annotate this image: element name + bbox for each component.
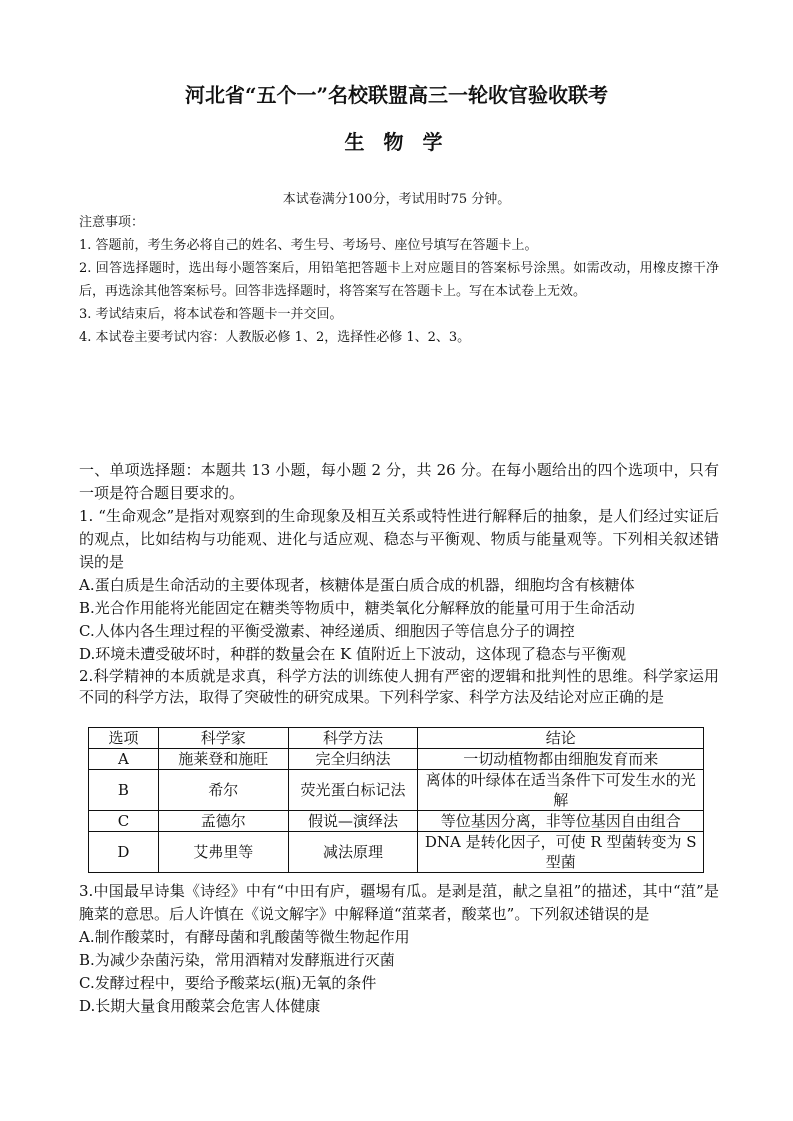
subject-title: 生 物 学 bbox=[344, 130, 449, 154]
question-1-stem: 1. “生命观念”是指对观察到的生命现象及相互关系或特性进行解释后的抽象，是人们经过实证后的观点，比如结构与功能观、进化与适应观、稳态与平衡观、物质与能量观等。下列相关叙述错误的是 bbox=[79, 507, 719, 571]
table-cell: 孟德尔 bbox=[158, 811, 288, 832]
table-header-cell: 结论 bbox=[418, 728, 704, 749]
section-single-choice bbox=[79, 459, 719, 708]
table-header-cell: 科学家 bbox=[158, 728, 288, 749]
note-item: 3. 考试结束后，将本试卷和答题卡一并交回。 bbox=[79, 307, 343, 322]
question-1-option-a: A.蛋白质是生命活动的主要体现者，核糖体是蛋白质合成的机器，细胞均含有核糖体 bbox=[79, 576, 635, 594]
exam-info: 本试卷满分100分，考试用时75 分钟。 bbox=[282, 192, 511, 207]
note-item: 2. 回答选择题时，选出每小题答案后，用铅笔把答题卡上对应题目的答案标号涂黑。如需改动，用橡皮擦干净后，再选涂其他答案标号。回答非选择题时，将答案写在答题卡上。写在本试卷上无效。 bbox=[79, 261, 719, 299]
section-heading: 一、单项选择题：本题共 13 小题，每小题 2 分，共 26 分。在每小题给出的四个选项中，只有一项是符合题目要求的。 bbox=[79, 461, 719, 502]
table-row bbox=[89, 811, 704, 832]
table-cell: 假说—演绎法 bbox=[288, 811, 418, 832]
table-cell: 艾弗里等 bbox=[158, 832, 288, 873]
table-cell: 荧光蛋白标记法 bbox=[288, 770, 418, 811]
table-row bbox=[89, 770, 704, 811]
table-cell: 等位基因分离，非等位基因自由组合 bbox=[418, 811, 704, 832]
table-cell: C bbox=[89, 811, 159, 832]
exam-title: 河北省“五个一”名校联盟高三一轮收官验收联考 bbox=[184, 83, 608, 107]
question-3-option-a: A.制作酸菜时，有酵母菌和乳酸菌等微生物起作用 bbox=[79, 928, 410, 946]
table-row bbox=[89, 749, 704, 770]
question-3-option-b: B.为减少杂菌污染，常用酒精对发酵瓶进行灭菌 bbox=[79, 951, 395, 969]
notes-heading: 注意事项： bbox=[79, 215, 145, 230]
question-1-option-c: C.人体内各生理过程的平衡受激素、神经递质、细胞因子等信息分子的调控 bbox=[79, 622, 575, 640]
question-3-stem: 3.中国最早诗集《诗经》中有“中田有庐，疆埸有瓜。是剥是菹，献之皇祖”的描述，其中“菹”是腌菜的意思。后人许慎在《说文解字》中解释道“菹菜者，酸菜也”。下列叙述错误的是 bbox=[79, 882, 719, 923]
table-cell: DNA 是转化因子，可使 R 型菌转变为 S 型菌 bbox=[418, 832, 704, 873]
note-item: 1. 答题前，考生务必将自己的姓名、考生号、考场号、座位号填写在答题卡上。 bbox=[79, 238, 538, 253]
table-header-cell: 选项 bbox=[89, 728, 159, 749]
question-3-block bbox=[79, 880, 719, 1018]
table-row bbox=[89, 832, 704, 873]
question-3-option-d: D.长期大量食用酸菜会危害人体健康 bbox=[79, 997, 321, 1015]
table-cell: 完全归纳法 bbox=[288, 749, 418, 770]
table-cell: 减法原理 bbox=[288, 832, 418, 873]
question-2-stem: 2.科学精神的本质就是求真，科学方法的训练使人拥有严密的逻辑和批判性的思维。科学家运用不同的科学方法，取得了突破性的研究成果。下列科学家、科学方法及结论对应正确的是 bbox=[79, 667, 719, 706]
question-1-option-d: D.环境未遭受破坏时，种群的数量会在 K 值附近上下波动，这体现了稳态与平衡观 bbox=[79, 645, 627, 663]
table-cell: 一切动植物都由细胞发育而来 bbox=[418, 749, 704, 770]
question-2-table bbox=[88, 727, 704, 873]
table-cell: B bbox=[89, 770, 159, 811]
question-1-option-b: B.光合作用能将光能固定在糖类等物质中，糖类氧化分解释放的能量可用于生命活动 bbox=[79, 599, 635, 617]
note-item: 4. 本试卷主要考试内容：人教版必修 1、2，选择性必修 1、2、3。 bbox=[79, 330, 471, 345]
notes-block bbox=[79, 211, 719, 349]
table-header-row bbox=[89, 728, 704, 749]
table-cell: A bbox=[89, 749, 159, 770]
table-header-cell: 科学方法 bbox=[288, 728, 418, 749]
table-cell: 希尔 bbox=[158, 770, 288, 811]
question-3-option-c: C.发酵过程中，要给予酸菜坛(瓶)无氧的条件 bbox=[79, 974, 377, 992]
table-cell: 离体的叶绿体在适当条件下可发生水的光解 bbox=[418, 770, 704, 811]
table-cell: D bbox=[89, 832, 159, 873]
table-cell: 施莱登和施旺 bbox=[158, 749, 288, 770]
